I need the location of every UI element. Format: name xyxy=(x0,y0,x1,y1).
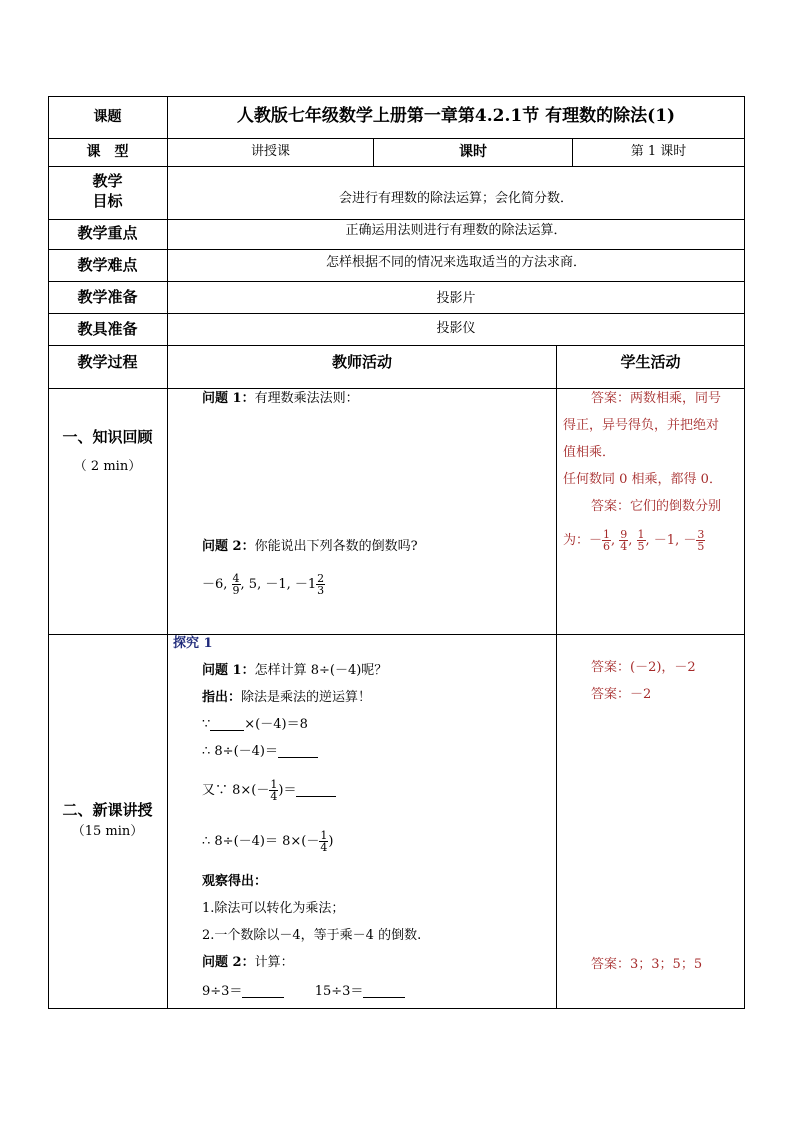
row-divider xyxy=(48,388,745,389)
s2-answer-a: 答案：(－2)，－2 xyxy=(591,660,696,675)
table-border-top xyxy=(48,96,745,97)
section1-title: 一、知识回顾 xyxy=(62,428,153,446)
tools-label: 教具准备 xyxy=(77,320,138,338)
key-label: 教学重点 xyxy=(77,224,138,242)
answer-blank xyxy=(210,718,244,731)
row-divider xyxy=(48,166,745,167)
answer-text: 为：－ xyxy=(563,533,603,548)
type-label: 课 型 xyxy=(86,144,129,160)
equation-text: )＝ xyxy=(278,783,297,798)
equation-text: ) xyxy=(328,834,334,849)
section1-time: （ 2 min） xyxy=(73,459,142,474)
row-divider xyxy=(48,634,745,635)
s2-note xyxy=(202,691,371,704)
teacher-header: 教师活动 xyxy=(331,353,392,371)
question-text: 怎样计算 8÷(－4)呢？ xyxy=(254,663,388,678)
list-item: －6, xyxy=(202,577,228,592)
objective-value: 会进行有理数的除法运算；会化简分数． xyxy=(338,191,573,206)
s2-answer-c: 答案：3；3；5；5 xyxy=(591,957,703,972)
fraction: $\frac{1}{4}$ xyxy=(270,778,278,803)
question-text: 你能说出下列各数的倒数吗? xyxy=(254,539,418,554)
objective-label-1: 教学 xyxy=(92,172,123,190)
question-text: 有理数乘法法则： xyxy=(254,391,359,406)
s1-answer-2a: 答案：它们的倒数分别 xyxy=(591,499,722,514)
row-divider xyxy=(48,313,745,314)
difficulty-label: 教学难点 xyxy=(77,256,138,274)
row-divider xyxy=(48,249,745,250)
table-border-right xyxy=(744,96,745,1009)
list-item: , 5, －1, －1 xyxy=(240,577,317,592)
note-label: 指出： xyxy=(202,690,242,705)
because-symbol: ∵ xyxy=(202,717,211,732)
therefore-line xyxy=(202,745,318,758)
equation-text: ∴ 8÷(－4)＝ 8×(－ xyxy=(202,834,320,849)
section2-title: 二、新课讲授 xyxy=(62,801,153,819)
row-divider xyxy=(48,219,745,220)
question-label: 问题 1： xyxy=(202,391,255,406)
s1-answer-1d: 任何数同 0 相乘，都得 0． xyxy=(563,472,722,487)
fraction: $\frac{4}{9}$ xyxy=(232,572,240,597)
prep-value: 投影片 xyxy=(436,291,476,306)
s1-answer-1a: 答案：两数相乘，同号 xyxy=(591,391,722,406)
lesson-title: 人教版七年级数学上册第一章第4.2.1节 有理数的除法(1) xyxy=(236,106,676,126)
tools-value: 投影仪 xyxy=(436,321,476,336)
row-divider xyxy=(48,345,745,346)
table-border-bottom xyxy=(48,1008,745,1009)
answer-blank xyxy=(363,985,405,998)
hours-value: 第 1 课时 xyxy=(630,144,687,159)
s1-question-1 xyxy=(202,392,359,405)
question-label: 问题 1： xyxy=(202,663,255,678)
section2-time: （15 min） xyxy=(71,824,144,839)
question-text: 计算： xyxy=(254,955,294,970)
answer-blank xyxy=(242,985,284,998)
answer-blank xyxy=(296,784,336,797)
calc-expression: 15÷3＝ xyxy=(314,984,364,999)
key-value: 正确运用法则进行有理数的除法运算． xyxy=(345,223,567,238)
col-divider xyxy=(556,345,557,1009)
process-header: 教学过程 xyxy=(77,353,138,371)
student-header: 学生活动 xyxy=(620,353,681,371)
s1-answer-1b: 得正，异号得负，并把绝对 xyxy=(563,418,720,433)
s1-answer-1c: 值相乘． xyxy=(563,445,616,460)
prep-label: 教学准备 xyxy=(77,288,138,306)
difficulty-value: 怎样根据不同的情况来选取适当的方法求商． xyxy=(325,255,586,270)
explore-heading: 探究 1 xyxy=(173,636,213,651)
s1-answer-2b: 为：－ $\frac{1}{6}$ , $\frac{9}{4}$ , $\frac{1}{5}$ , －1, － $\frac{3}{5}$ xyxy=(563,528,705,553)
s1-question-2 xyxy=(202,540,418,553)
also-line xyxy=(202,772,336,810)
fraction: $\frac{2}{3}$ xyxy=(317,572,325,597)
calc-line xyxy=(202,985,405,998)
type-value: 讲授课 xyxy=(250,144,290,159)
fraction: $\frac{1}{6}$ xyxy=(603,528,611,553)
hours-label: 课时 xyxy=(459,144,487,160)
observe-heading: 观察得出： xyxy=(202,874,268,889)
equation-text: ×(－4)＝8 xyxy=(244,717,308,732)
objective-label-2: 目标 xyxy=(92,192,123,210)
s2-question-2 xyxy=(202,956,294,969)
equation-text: 又∵ 8×(－ xyxy=(202,783,270,798)
observation-2: 2.一个数除以－4，等于乘－4 的倒数. xyxy=(202,928,422,943)
reciprocal-list xyxy=(202,566,325,604)
calc-expression: 9÷3＝ xyxy=(202,984,243,999)
equation-text: ∴ 8÷(－4)＝ xyxy=(202,744,278,759)
fraction: $\frac{1}{4}$ xyxy=(320,829,328,854)
note-text: 除法是乘法的逆运算！ xyxy=(241,690,372,705)
question-label: 问题 2： xyxy=(202,955,255,970)
s2-answer-b: 答案：－2 xyxy=(591,687,652,702)
fraction: $\frac{1}{5}$ xyxy=(637,528,645,553)
fraction: $\frac{3}{5}$ xyxy=(697,528,705,553)
fraction: $\frac{9}{4}$ xyxy=(620,528,628,553)
row-divider xyxy=(48,138,745,139)
s2-question-1 xyxy=(202,664,387,677)
answer-text: , －1, － xyxy=(645,533,697,548)
answer-blank xyxy=(278,745,318,758)
therefore-line-2 xyxy=(202,823,333,861)
topic-label: 课题 xyxy=(93,109,122,125)
question-label: 问题 2： xyxy=(202,539,255,554)
because-line xyxy=(202,718,308,731)
observation-1: 1.除法可以转化为乘法； xyxy=(202,901,345,916)
row-divider xyxy=(48,281,745,282)
